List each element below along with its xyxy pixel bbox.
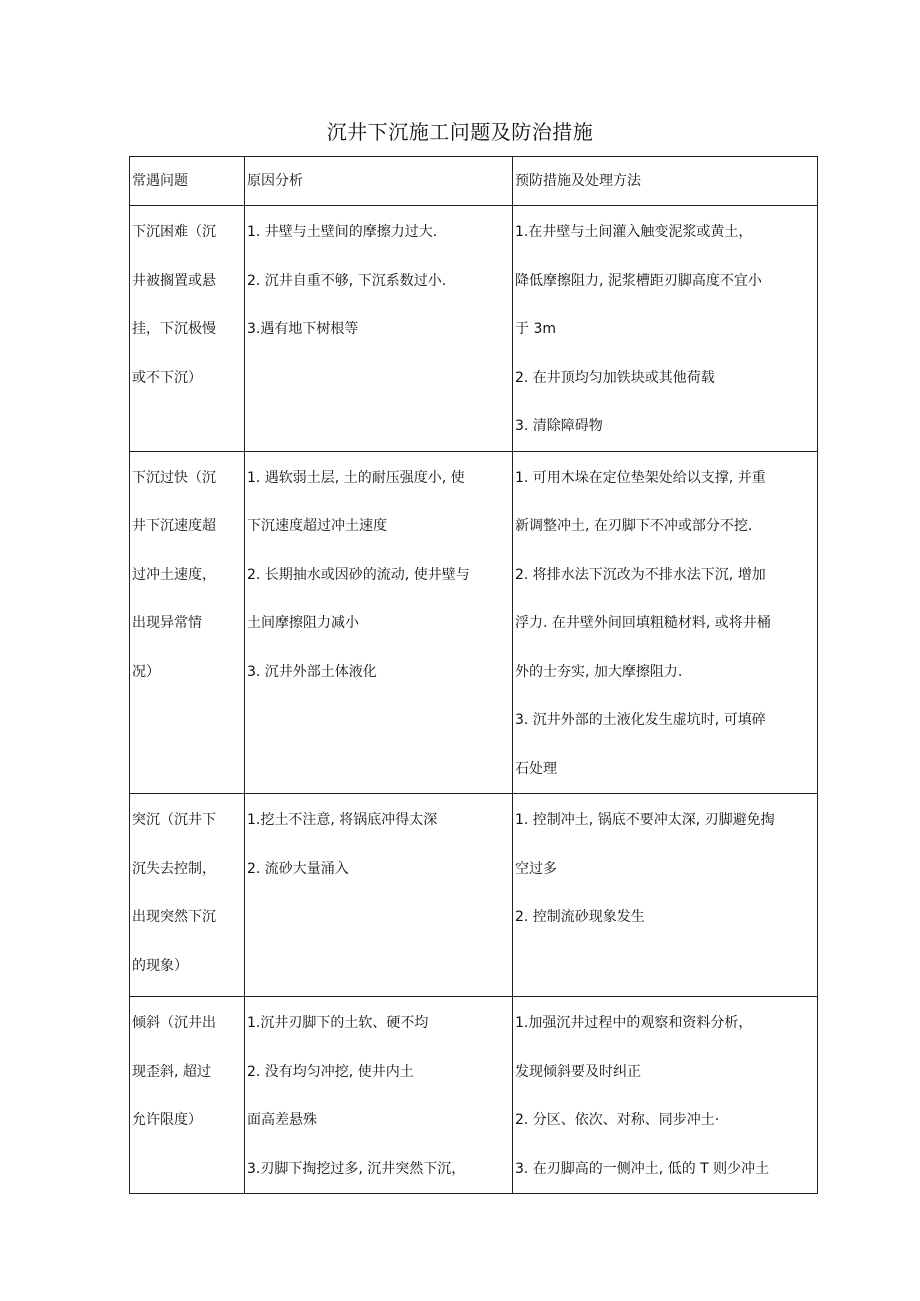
cell-line: 2. 在井顶均匀加铁块或其他荷载 (515, 369, 715, 386)
causes-cell (245, 997, 513, 1194)
cell-line: 挂，下沉极慢 (132, 321, 216, 337)
cell-line: 井被搁置或悬 (132, 272, 216, 289)
cell-line: 浮力. 在井壁外间回填粗糙材料, 或将井桶 (515, 615, 771, 631)
cell-line: 况） (132, 663, 160, 680)
cell-line: 下沉过快（沉 (132, 469, 216, 486)
cell-line: 空过多 (515, 860, 557, 877)
cell-line: 1.挖土不注意, 将锅底冲得太深 (247, 812, 438, 828)
cell-line: 倾斜（沉井出 (132, 1015, 216, 1031)
problem-cell (130, 206, 245, 452)
cell-line: 出现异常情 (132, 615, 202, 631)
measures-cell (513, 206, 818, 452)
cell-line: 沉失去控制， (132, 860, 216, 877)
problem-cell (130, 451, 245, 794)
cell-line: 现歪斜, 超过 (132, 1063, 211, 1080)
cell-line: 2. 没有均匀冲挖, 使井内土 (247, 1063, 414, 1080)
cell-line: 外的士夯实, 加大摩擦阻力. (515, 663, 683, 680)
cell-line: 1. 可用木垛在定位垫架处给以支撑, 并重 (515, 469, 766, 486)
cell-line: 1. 控制冲土, 锅底不要冲太深, 刃脚避免掏 (515, 812, 775, 828)
cell-line: 2. 控制流砂现象发生 (515, 909, 645, 925)
header-problem: 常遇问题 (130, 157, 245, 206)
cell-line: 井下沉速度超 (132, 518, 216, 534)
cell-line: 允许限度） (132, 1112, 202, 1128)
table-row (130, 794, 818, 997)
cell-line: 出现突然下沉 (132, 909, 216, 925)
cell-line: 1.加强沉井过程中的观察和资料分析， (515, 1015, 753, 1031)
table-row (130, 206, 818, 452)
cell-line: 3.遇有地下树根等 (247, 321, 359, 337)
cell-line: 2. 分区、依次、对称、同步冲土· (515, 1112, 720, 1128)
measures-cell (513, 451, 818, 794)
cell-line: 的现象） (132, 957, 188, 974)
cell-line: 3.刃脚下掏挖过多, 沉井突然下沉， (247, 1160, 466, 1177)
measures-table (129, 156, 818, 1194)
cell-line: 1.在井壁与土间灌入触变泥浆或黄土， (515, 224, 753, 240)
cell-line: 1.沉井刃脚下的土软、硬不均 (247, 1015, 429, 1031)
causes-cell (245, 794, 513, 997)
cell-line: 新调整冲土, 在刃脚下不冲或部分不挖. (515, 518, 753, 534)
cell-line: 1. 遇软弱土层, 土的耐压强度小, 使 (247, 469, 465, 486)
cell-line: 面高差悬殊 (247, 1112, 317, 1128)
page-title: 沉井下沉施工问题及防治措施 (326, 120, 594, 144)
cell-line: 3. 清除障碍物 (515, 418, 603, 434)
cell-line: 过冲土速度， (132, 566, 216, 583)
table-row (130, 451, 818, 794)
cell-line: 下沉困难（沉 (132, 224, 216, 240)
table-header-row (130, 157, 818, 206)
problem-cell (130, 794, 245, 997)
cell-line: 土间摩擦阻力减小 (247, 615, 359, 631)
cell-line: 降低摩擦阻力, 泥浆槽距刃脚高度不宜小 (515, 272, 762, 289)
cell-line: 3. 在刃脚高的一侧冲土, 低的 T 则少冲土 (515, 1160, 770, 1177)
causes-cell (245, 451, 513, 794)
header-causes: 原因分析 (245, 157, 513, 206)
cell-line: 2. 沉井自重不够, 下沉系数过小. (247, 272, 447, 289)
cell-line: 2. 长期抽水或因砂的流动, 使井壁与 (247, 566, 470, 583)
measures-cell (513, 794, 818, 997)
cell-line: 2. 将排水法下沉改为不排水法下沉, 增加 (515, 566, 766, 583)
cell-line: 1. 井壁与土壁间的摩擦力过大. (247, 224, 438, 240)
cell-line: 下沉速度超过冲土速度 (247, 518, 387, 534)
cell-line: 于 3m (515, 321, 556, 337)
cell-line: 石处理 (515, 760, 557, 777)
cell-line: 3. 沉井外部土体液化 (247, 663, 377, 680)
header-measures: 预防措施及处理方法 (513, 157, 818, 206)
measures-cell (513, 997, 818, 1194)
problem-cell (130, 997, 245, 1194)
cell-line: 突沉（沉井下 (132, 812, 216, 828)
causes-cell (245, 206, 513, 452)
cell-line: 发现倾斜要及时纠正 (515, 1063, 641, 1080)
cell-line: 2. 流砂大量涌入 (247, 860, 349, 877)
cell-line: 或不下沉） (132, 369, 202, 386)
table-row (130, 997, 818, 1194)
cell-line: 3. 沉井外部的土液化发生虚坑时, 可填碎 (515, 712, 766, 728)
